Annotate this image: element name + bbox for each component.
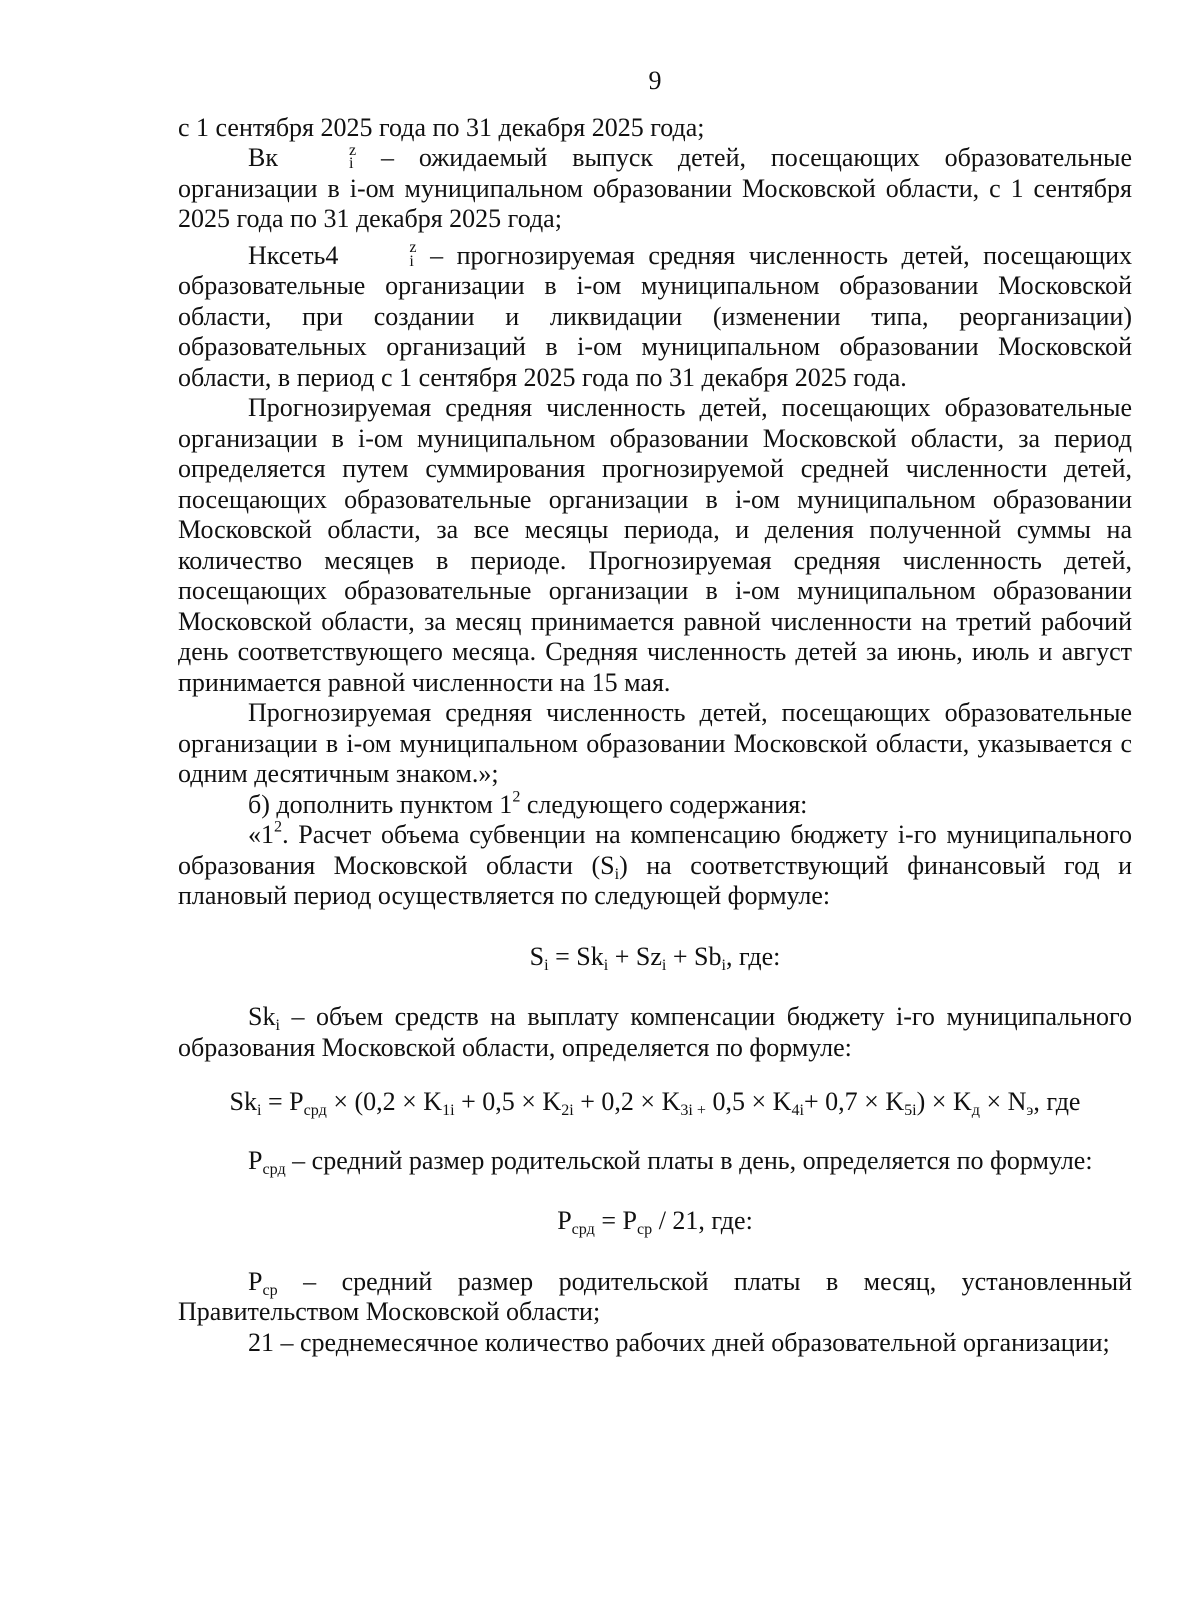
paragraph-date-range [178,113,1132,144]
paragraph-text: Прогнозируемая средняя численность детей, посещающих образовательные организации в i-ом муниципальном образовании Московской области, за период определяется путем суммирования прогнозируемой средней численности детей, посещающих образовательные организации в i-ом муниципальном образовании Московской области, за все месяцы периода, и деления полученной суммы на количество месяцев в периоде. Прогнозируемая средняя численность детей, посещающих образовательные организации в i-ом муниципальном образовании Московской области, за месяц принимается равной численности на третий рабочий день соответствующего месяца. Средняя численность детей за июнь, июль и август принимается равной численности на 15 мая. [178,393,1132,697]
paragraph-text: . Расчет объема субвенции на компенсацию бюджету i-го муниципального образования Московской области (S [178,820,1132,880]
subscript: 2i [561,1101,574,1119]
subscript: 4i [791,1101,804,1119]
subscript: i [614,865,620,883]
subscript: ср [262,1281,278,1299]
formula-symbol: × (0,2 × K [326,1087,443,1116]
definition-text: – объем средств на выплату компенсации бюджету i-го муниципального образования Московской области, определяется по формуле: [178,1002,1132,1062]
subscript: i [275,1016,280,1034]
subscript: срд [303,1101,327,1119]
formula-symbol: × N [979,1087,1027,1116]
formula-symbol: + Sb [666,941,722,971]
term-vk-indices [279,141,357,173]
paragraph-text: с 1 сентября 2025 года по 31 декабря 2025 года; [178,112,705,142]
paragraph-forecast-precision [178,698,1132,790]
formula-ski [178,1087,1132,1118]
subscript: i [721,956,726,974]
term-p: P [248,1145,263,1175]
definition-psrd [178,1146,1132,1177]
term-sk: Sk [248,1002,276,1031]
formula-psrd [178,1206,1132,1237]
superscript: z [348,141,357,159]
formula-symbol: P [557,1206,572,1235]
definition-ski [178,1002,1132,1063]
paragraph-text: Прогнозируемая средняя численность детей, посещающих образовательные организации в i-ом муниципальном образовании Московской области, указывается с одним десятичным знаком.»; [178,698,1132,788]
formula-symbol: , где: [725,941,781,971]
formula-symbol: , где [1033,1087,1081,1116]
subscript: ср [636,1220,653,1238]
paragraph-forecast-period [178,393,1132,698]
formula-si [178,942,1132,973]
paragraph-text: ) на соответствующий финансовый год и плановый период осуществляется по следующей формуле: [178,850,1132,910]
formula-symbol: + 0,2 × K [573,1087,681,1116]
subscript: i [603,956,609,974]
paragraph-amend-point [178,790,1132,821]
definition-workdays [178,1328,1132,1359]
subscript: 5i [904,1101,917,1119]
subscript: i [544,956,549,974]
definition-nkset4 [178,241,1132,394]
paragraph-subvention-calc [178,820,1132,912]
subscript: срд [571,1220,595,1238]
definition-text: – средний размер родительской платы в месяц, установленный Правительством Московской области; [178,1266,1132,1326]
subscript: д [971,1101,980,1119]
subscript: э [1026,1101,1034,1119]
formula-symbol: / 21, где: [652,1206,753,1235]
subscript: i [348,155,354,173]
paragraph-text: б) дополнить пунктом 1 [248,789,513,819]
page-number: 9 [648,66,662,95]
formula-symbol: = P [594,1206,637,1235]
formula-symbol: ) × K [916,1087,972,1116]
definition-text: 21 – среднемесячное количество рабочих дней образовательной организации; [248,1327,1110,1357]
formula-symbol: S [529,941,545,971]
subscript: i [409,252,414,270]
subscript: 3i + [680,1101,707,1119]
paragraph-text: следующего содержания: [520,789,808,819]
formula-symbol: = P [261,1087,304,1116]
superscript: z [409,239,417,257]
formula-symbol: 0,5 × K [706,1087,792,1116]
formula-symbol: + 0,5 × K [454,1087,562,1116]
definition-text: – ожидаемый выпуск детей, посещающих образовательные организации в i-ом муниципальном образовании Московской области, с 1 сентября 2025 года по 31 декабря 2025 года; [178,143,1132,233]
subscript: срд [262,1160,286,1178]
term-vk: Вк [248,143,278,172]
definition-psr [178,1267,1132,1328]
paragraph-text: «1 [248,820,274,849]
subscript: i [661,956,667,974]
subscript: 1i [442,1101,455,1119]
formula-symbol: + Sz [608,941,662,971]
definition-text: – прогнозируемая средняя численность детей, посещающих образовательные организации в i-ом муниципальном образовании Московской области, при создании и ликвидации (изменении типа, реорганизации) образовательных организаций в i-ом муниципальном образовании Московской области, в период с 1 сентября 2025 года по 31 декабря 2025 года. [178,240,1132,392]
formula-symbol: + 0,7 × K [804,1087,905,1116]
term-nkset4: Нксеть4 [248,240,339,270]
term-p: P [248,1266,263,1296]
formula-symbol: Sk [229,1087,257,1116]
definition-text: – средний размер родительской платы в день, определяется по формуле: [285,1145,1093,1175]
superscript: 2 [274,818,283,836]
superscript: 2 [512,788,521,806]
term-nkset4-indices [339,241,416,268]
definition-vk [178,143,1132,235]
subscript: i [257,1101,262,1119]
formula-symbol: = Sk [548,941,604,971]
